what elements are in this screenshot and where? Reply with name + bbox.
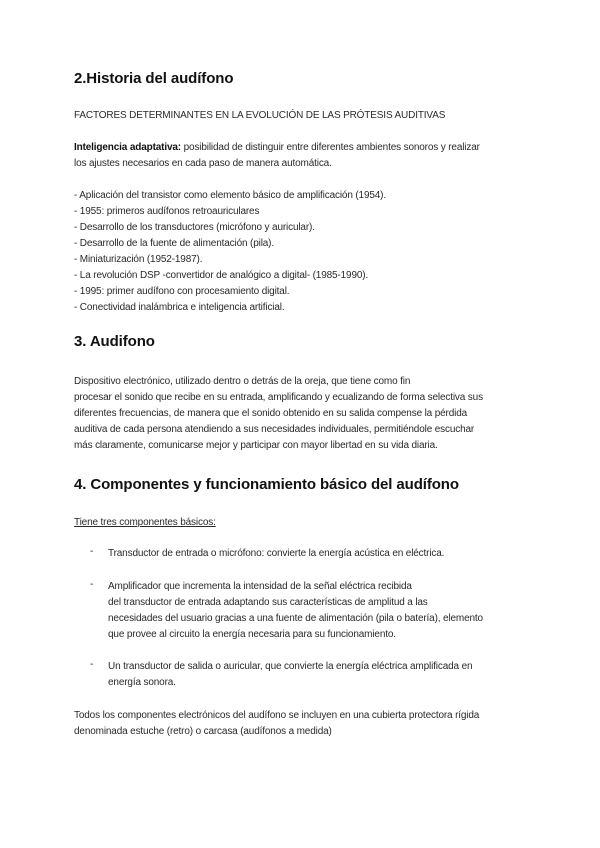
bullet-dash: -	[90, 546, 94, 557]
component-input-transducer: Transductor de entrada o micrófono: convierte la energía acústica en eléctrica.	[108, 548, 445, 559]
history-item: - Conectividad inalámbrica e inteligencia artificial.	[74, 302, 285, 313]
closing-paragraph	[74, 708, 479, 740]
section-2-subheading: FACTORES DETERMINANTES EN LA EVOLUCIÓN DE LAS PRÓTESIS AUDITIVAS	[74, 110, 446, 121]
history-item: - Miniaturización (1952-1987).	[74, 254, 203, 265]
paragraph-line: Dispositivo electrónico, utilizado dentro o detrás de la oreja, que tiene como fin	[74, 376, 411, 387]
paragraph-line: diferentes frecuencias, de manera que el sonido obtenido en su salida compense la pérdida	[74, 408, 468, 419]
history-item: - La revolución DSP -convertidor de analógico a digital- (1985-1990).	[74, 270, 369, 281]
component-amplifier-line: necesidades del usuario gracias a una fuente de alimentación (pila o batería), elemento	[108, 613, 483, 624]
section-3-paragraph	[74, 374, 483, 454]
history-item: - 1995: primer audífono con procesamiento digital.	[74, 286, 290, 297]
history-item: - Desarrollo de la fuente de alimentación (pila).	[74, 238, 274, 249]
component-output-transducer-line: energía sonora.	[108, 677, 176, 688]
paragraph-line: auditiva de cada persona atendiendo a sus necesidades individuales, permitiéndole escuchar	[74, 424, 475, 435]
components-intro: Tiene tres componentes básicos:	[74, 517, 216, 528]
history-list	[74, 188, 386, 316]
history-item: - Aplicación del transistor como elemento básico de amplificación (1954).	[74, 190, 386, 201]
component-output-transducer-line: Un transductor de salida o auricular, que convierte la energía eléctrica amplificada en	[108, 661, 473, 672]
adaptive-intelligence-line-2: los ajustes necesarios en cada paso de manera automática.	[74, 158, 332, 169]
section-3-heading: 3. Audifono	[74, 333, 155, 350]
paragraph-line: procesar el sonido que recibe en su entrada, amplificando y ecualizando de forma selectiva sus	[74, 392, 483, 403]
history-item: - Desarrollo de los transductores (micrófono y auricular).	[74, 222, 315, 233]
section-2-heading: 2.Historia del audífono	[74, 70, 234, 87]
paragraph-line: más claramente, comunicarse mejor y participar con mayor libertad en su vida diaria.	[74, 440, 438, 451]
bullet-dash: -	[90, 579, 94, 590]
bullet-dash: -	[90, 659, 94, 670]
history-item: - 1955: primeros audífonos retroauriculares	[74, 206, 260, 217]
section-4-heading: 4. Componentes y funcionamiento básico del audífono	[74, 476, 459, 493]
component-amplifier-line: Amplificador que incrementa la intensidad de la señal eléctrica recibida	[108, 581, 412, 592]
paragraph-line: denominada estuche (retro) o carcasa (audífonos a medida)	[74, 726, 332, 737]
adaptive-intelligence-text: posibilidad de distinguir entre diferentes ambientes sonoros y realizar	[181, 142, 480, 153]
adaptive-intelligence-line-1	[74, 140, 480, 156]
component-amplifier-line: que provee al circuito la energía necesaria para su funcionamiento.	[108, 629, 396, 640]
paragraph-line: Todos los componentes electrónicos del audífono se incluyen en una cubierta protectora rígida	[74, 710, 480, 721]
component-amplifier-line: del transductor de entrada adaptando sus características de amplitud a las	[108, 597, 428, 608]
adaptive-intelligence-label: Inteligencia adaptativa:	[74, 142, 181, 153]
